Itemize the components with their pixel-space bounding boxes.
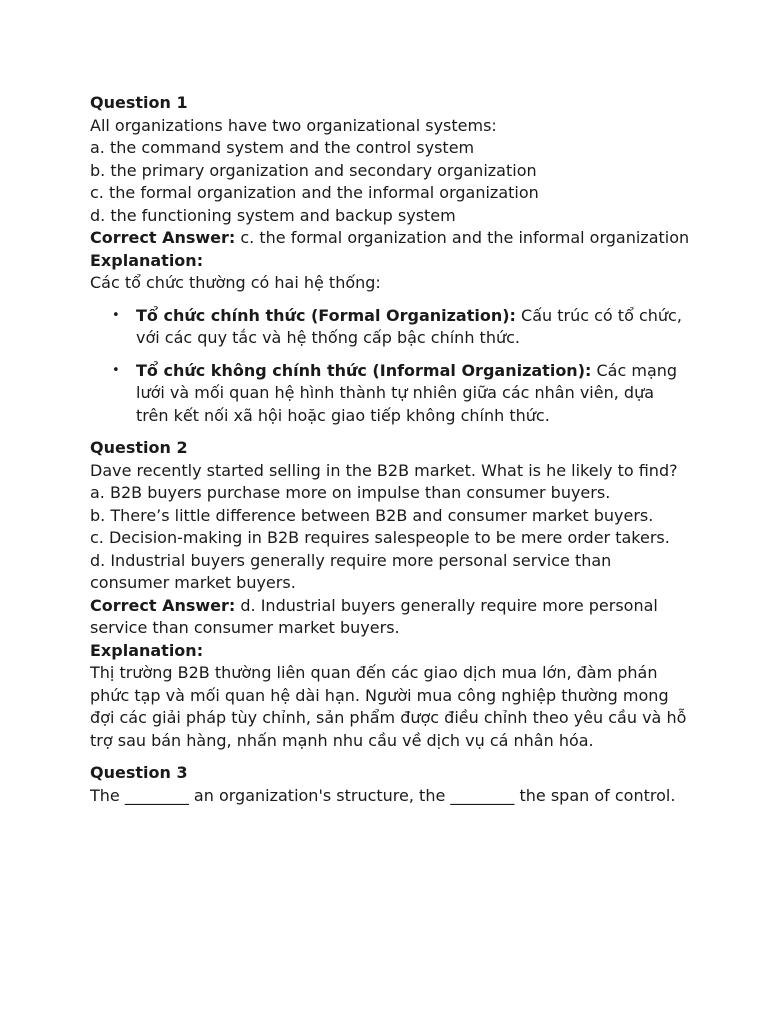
explanation-label: Explanation: — [90, 640, 204, 660]
correct-answer-text: c. the formal organization and the informal organization — [235, 228, 690, 247]
question-1 — [90, 92, 690, 427]
option-b: b. There’s little difference between B2B and consumer market buyers. — [90, 505, 654, 525]
question-title: Question 1 — [90, 93, 188, 112]
bullet-desc: Các mạng lưới và mối quan hệ hình thành tự nhiên giữa các nhân viên, dựa trên kết nối xã hội hoặc giao tiếp không chính thức. — [136, 360, 678, 425]
explanation-text: Các tổ chức thường có hai hệ thống: — [90, 273, 381, 292]
option-c: c. the formal organization and the informal organization — [90, 183, 539, 202]
question-prompt: Dave recently started selling in the B2B market. What is he likely to find? — [90, 460, 678, 480]
correct-answer — [90, 595, 690, 640]
question-prompt: All organizations have two organizational systems: — [90, 115, 497, 135]
question-title: Question 3 — [90, 763, 188, 782]
question-3 — [90, 762, 690, 807]
option-b: b. the primary organization and secondary organization — [90, 160, 537, 180]
bullet-term: Tổ chức không chính thức (Informal Organization): — [136, 360, 592, 380]
explanation-label: Explanation: — [90, 250, 204, 270]
option-a: a. the command system and the control system — [90, 138, 475, 157]
question-2 — [90, 437, 690, 752]
option-c: c. Decision-making in B2B requires salespeople to be mere order takers. — [90, 528, 670, 547]
bullet-item — [136, 360, 690, 428]
option-d: d. the functioning system and backup system — [90, 205, 456, 225]
bullet-term: Tổ chức chính thức (Formal Organization): — [136, 305, 516, 325]
correct-answer — [90, 227, 690, 250]
question-title: Question 2 — [90, 438, 188, 457]
bullet-item — [136, 305, 690, 350]
correct-answer-text: d. Industrial buyers generally require more personal service than consumer market buyers. — [90, 595, 658, 637]
option-d: d. Industrial buyers generally require more personal service than consumer market buyers. — [90, 550, 612, 592]
correct-answer-label: Correct Answer: — [90, 228, 236, 247]
explanation-bullets — [90, 305, 690, 428]
option-a: a. B2B buyers purchase more on impulse than consumer buyers. — [90, 483, 611, 502]
bullet-desc: Cấu trúc có tổ chức, với các quy tắc và hệ thống cấp bậc chính thức. — [136, 305, 682, 347]
correct-answer-label: Correct Answer: — [90, 595, 236, 615]
explanation-text: Thị trường B2B thường liên quan đến các giao dịch mua lớn, đàm phán phức tạp và mối quan hệ dài hạn. Người mua công nghiệp thường mong đợi các giải pháp tùy chỉnh, sản phẩm được điều chỉnh theo yêu cầu và hỗ trợ sau bán hàng, nhấn mạnh nhu cầu về dịch vụ cá nhân hóa. — [90, 663, 687, 750]
question-prompt: The ________ an organization's structure, the ________ the span of control. — [90, 785, 676, 805]
document-page — [90, 92, 690, 817]
